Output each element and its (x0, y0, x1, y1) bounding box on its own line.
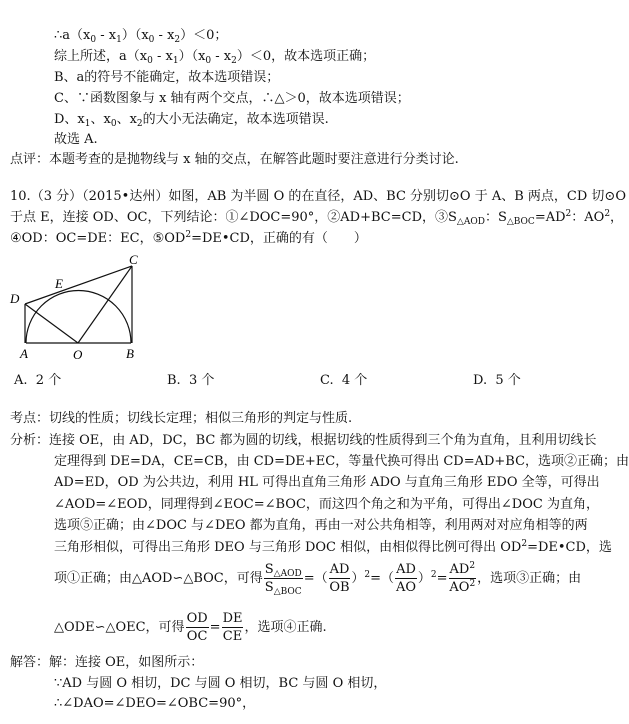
segment-od (25, 304, 78, 343)
geometry-diagram (0, 245, 160, 365)
fenxi-line-6: 三角形相似，可得出三角形 DEO 与三角形 DOC 相似，由相似得比例可得出 $OD^2=DE•CD$，选 (54, 539, 612, 555)
kaodian-row (10, 410, 352, 428)
label-e: E (55, 276, 63, 291)
label-a: A (20, 346, 28, 361)
question-text-1: 如图，AB 为半圆 O 的在直径，AD、BC 分别切⊙O 于 A、B 两点，CD 切⊙O (168, 189, 626, 204)
choice-b[interactable]: B. 3 个 (167, 373, 215, 388)
kaodian-label: 考点： (10, 411, 50, 426)
answer-row: 解答：解：连接 OE，如图所示： (10, 655, 204, 670)
fenxi-row: 分析：连接 OE，由 AD，DC，BC 都为圆的切线，根据切线的性质得到三个角为直角，且利用切线长 (10, 433, 597, 448)
kaodian-text: 切线的性质；切线长定理；相似三角形的判定与性质. (49, 411, 353, 426)
label-c: C (129, 252, 138, 267)
choice-c[interactable]: C. 4 个 (320, 373, 368, 388)
fenxi-line-4: ∠AOD=∠EOD，同理得到∠EOC=∠BOC，而这四个角之和为平角，可得出∠DOC 为直角， (54, 497, 599, 512)
comment-label: 点评： (10, 152, 50, 167)
fraction-ad2-ao2: $\frac{AD^2}{AO^2}$ (449, 561, 476, 595)
solution-line-5: D、$x_1$、$x_0$、$x_2$的大小无法确定，故本选项错误. (54, 112, 329, 129)
question-source: （2015•达州） (82, 189, 169, 204)
fraction-ad-ao: $\frac{AD}{AO}$ (395, 562, 416, 595)
fenxi-label: 分析： (10, 433, 50, 448)
question-number: 10. (10, 189, 31, 204)
solution-line-2: 综上所述，$a(x_0 - x_1)(x_0 - x_2)<0$，故本选项正确； (54, 49, 376, 66)
answer-label: 解答： (10, 655, 50, 670)
fenxi-line-5: 选项⑤正确；由∠DOC 与∠DEO 都为直角，再由一对公共角相等，利用两对对应角相等的两 (54, 518, 588, 533)
fraction-ad-ob: $\frac{AD}{OB}$ (329, 562, 350, 595)
comment-text: 本题考查的是抛物线与 x 轴的交点，在解答此题时要注意进行分类讨论. (49, 152, 459, 167)
fenxi-line-3: AD=ED，OD 为公共边，利用 HL 可得出直角三角形 ADO 与直角三角形 EDO 全等，可得出 (54, 475, 600, 490)
question-text-3: ④OD：OC=DE：EC，$⑤OD^2=DE•CD$，正确的有（ ） (10, 230, 367, 246)
fenxi-line-2: 定理得到 DE=DA，CE=CB，由 CD=DE+EC，等量代换可得出 CD=AD+BC，选项②正确；由 (54, 454, 629, 469)
solution-line-1: $\therefore a(x_0 - x_1)(x_0 - x_2)<0$； (54, 28, 228, 45)
fraction-od-oc: $\frac{OD}{OC}$ (186, 611, 208, 644)
fenxi-line-7: 项①正确；由△AOD∽△BOC，可得 $\frac{S_{\triangle AOD}}{S_{\triangle BOC}}$ =（ $\frac{AD}{OB}$ ）$^2$=（ $\frac{AD}{AO}$ ）$^2$= $\frac{AD^2}{AO^2}$ ，选项③正确；由 (54, 561, 582, 597)
solution-line-6: 故选 A. (54, 132, 98, 147)
label-d: D (10, 291, 20, 306)
answer-line-2: ∵AD 与圆 O 相切，DC 与圆 O 相切，BC 与圆 O 相切， (54, 676, 387, 691)
solution-line-3: B、a的符号不能确定，故本选项错误； (54, 70, 280, 85)
fenxi-line-8: △ODE∽△OEC，可得 $\frac{OD}{OC}$ = $\frac{DE}{CE}$ ，选项④正确. (54, 611, 327, 644)
choice-d[interactable]: D. 5 个 (473, 373, 521, 388)
question-score: （3 分） (30, 189, 83, 204)
choice-a[interactable]: A. 2 个 (14, 373, 62, 388)
segment-oc (78, 266, 132, 343)
question-header (10, 188, 626, 206)
question-text-2: 于点 E，连接 OD、OC，下列结论：①∠DOC=90°，②AD+BC=CD，$③S_{\triangle AOD}$：$S_{\triangle BOC}=AD^2$：$AO^2$， (10, 209, 624, 227)
label-o: O (73, 347, 83, 362)
comment-row (10, 151, 459, 169)
segment-dc (25, 266, 132, 304)
fraction-de-ce: $\frac{DE}{CE}$ (222, 611, 243, 644)
answer-line-3: ∴∠DAO=∠DEO=∠OBC=90°， (54, 696, 256, 711)
solution-line-4: C、∵函数图象与 x 轴有两个交点，∴△＞0，故本选项错误； (54, 91, 410, 106)
fraction-area-ratio: $\frac{S_{\triangle AOD}}{S_{\triangle BOC}}$ (264, 562, 302, 597)
label-b: B (126, 346, 134, 361)
